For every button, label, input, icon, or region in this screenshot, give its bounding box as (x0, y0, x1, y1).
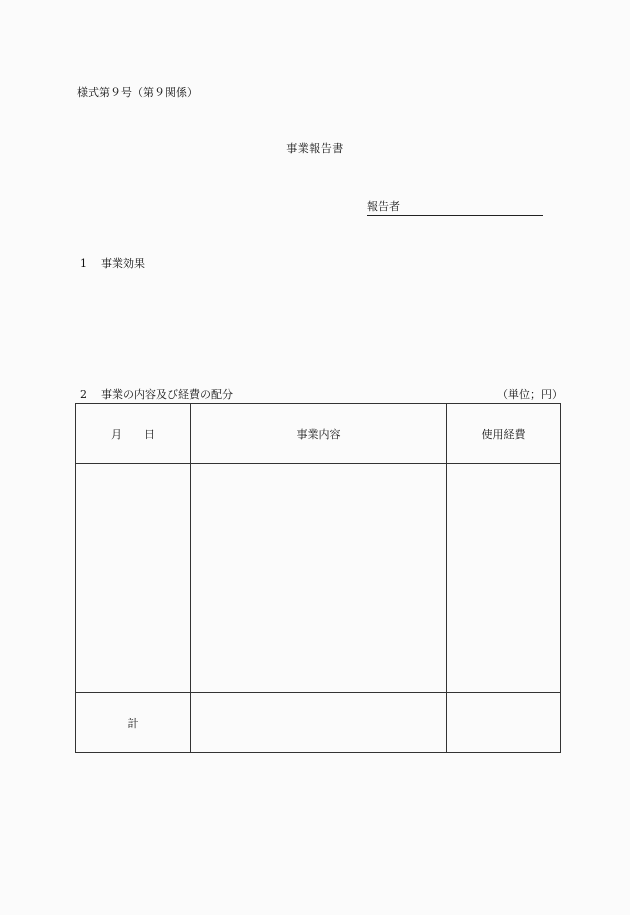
section-number: 2 (80, 388, 87, 401)
total-expense-cell[interactable] (447, 693, 561, 753)
page-title: 事業報告書 (286, 142, 344, 155)
report-table (75, 403, 561, 753)
table-row (76, 464, 561, 693)
section-heading-effect (80, 255, 145, 271)
expense-cell[interactable] (447, 464, 561, 693)
header-content: 事業内容 (191, 404, 447, 464)
section-label: 事業効果 (101, 257, 145, 270)
reporter-field[interactable] (367, 198, 543, 216)
total-content-cell[interactable] (191, 693, 447, 753)
section-number: 1 (80, 257, 87, 270)
header-date: 月 日 (76, 404, 191, 464)
form-number: 様式第９号（第９関係） (77, 86, 198, 99)
section-heading-content (80, 386, 233, 402)
date-cell[interactable] (76, 464, 191, 693)
table-total-row (76, 693, 561, 753)
content-cell[interactable] (191, 464, 447, 693)
table-header-row (76, 404, 561, 464)
header-expense: 使用経費 (447, 404, 561, 464)
unit-note: （単位；円） (497, 388, 563, 401)
section-label: 事業の内容及び経費の配分 (101, 388, 233, 401)
reporter-label: 報告者 (367, 200, 400, 213)
total-label: 計 (76, 693, 191, 753)
